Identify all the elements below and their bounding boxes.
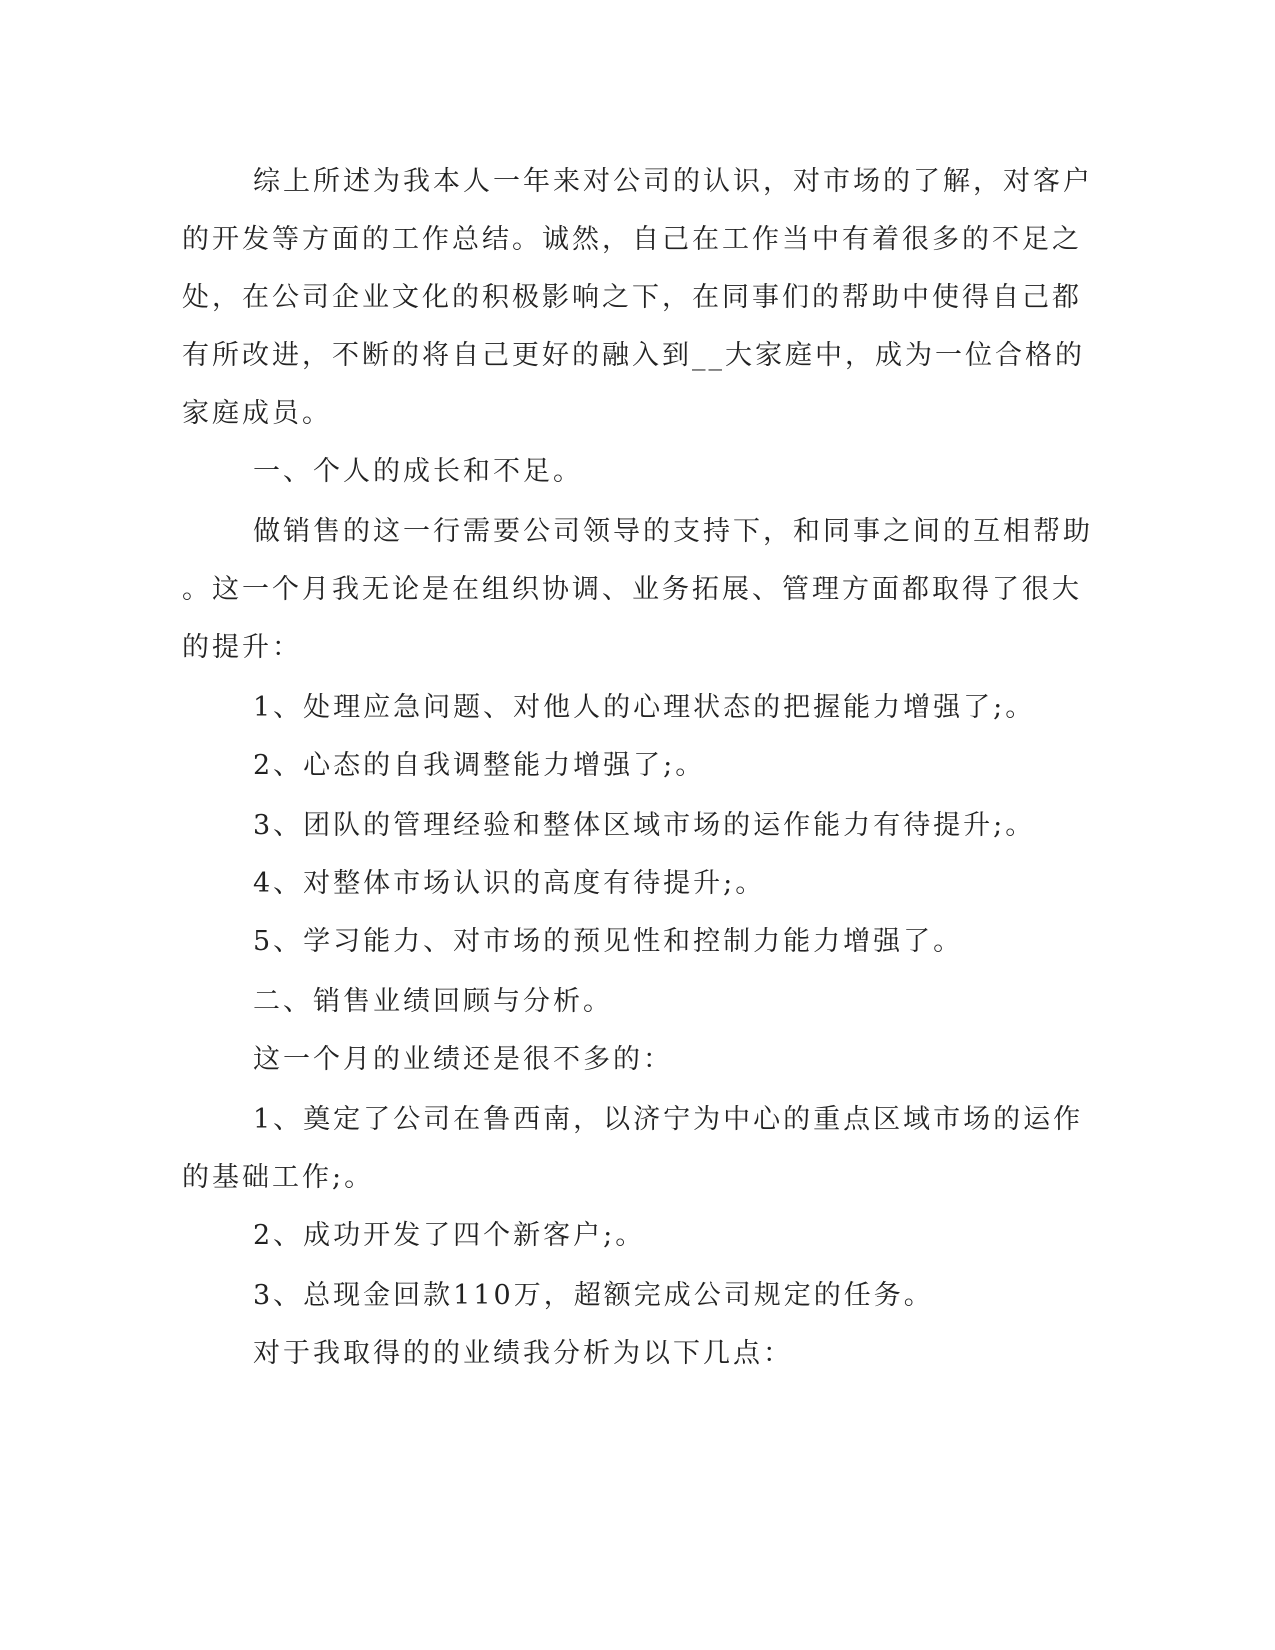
list-item-growth-5: 5、学习能力、对市场的预见性和控制力能力增强了。: [253, 926, 964, 957]
paragraph-summary-line-5: 家庭成员。: [182, 398, 332, 429]
list-item-growth-4: 4、对整体市场认识的高度有待提升;。: [253, 868, 766, 899]
paragraph-sales-line-1: 做销售的这一行需要公司领导的支持下，和同事之间的互相帮助: [253, 516, 1093, 547]
list-item-growth-1: 1、处理应急问题、对他人的心理状态的把握能力增强了;。: [253, 692, 1036, 723]
paragraph-summary-line-2: 的开发等方面的工作总结。诚然，自己在工作当中有着很多的不足之: [182, 224, 1082, 255]
paragraph-sales-line-3: 的提升：: [182, 632, 302, 663]
paragraph-performance-intro: 这一个月的业绩还是很不多的：: [253, 1044, 673, 1075]
list-item-performance-2: 2、成功开发了四个新客户;。: [253, 1220, 646, 1251]
list-item-growth-3: 3、团队的管理经验和整体区域市场的运作能力有待提升;。: [253, 810, 1036, 841]
list-item-performance-1: 1、奠定了公司在鲁西南，以济宁为中心的重点区域市场的运作: [253, 1104, 1084, 1135]
paragraph-summary-line-3: 处，在公司企业文化的积极影响之下，在同事们的帮助中使得自己都: [182, 282, 1082, 313]
list-item-performance-1-cont: 的基础工作;。: [182, 1162, 375, 1193]
paragraph-sales-line-2: 。这一个月我无论是在组织协调、业务拓展、管理方面都取得了很大: [182, 574, 1082, 605]
paragraph-summary-line-4: 有所改进，不断的将自己更好的融入到__大家庭中，成为一位合格的: [182, 340, 1085, 371]
list-item-growth-2: 2、心态的自我调整能力增强了;。: [253, 750, 706, 781]
paragraph-analysis-intro: 对于我取得的的业绩我分析为以下几点：: [253, 1338, 793, 1369]
section-heading-2: 二、销售业绩回顾与分析。: [253, 986, 613, 1017]
paragraph-summary-line-1: 综上所述为我本人一年来对公司的认识，对市场的了解，对客户: [253, 166, 1093, 197]
list-item-performance-3: 3、总现金回款110万，超额完成公司规定的任务。: [253, 1280, 934, 1311]
section-heading-1: 一、个人的成长和不足。: [253, 456, 583, 487]
